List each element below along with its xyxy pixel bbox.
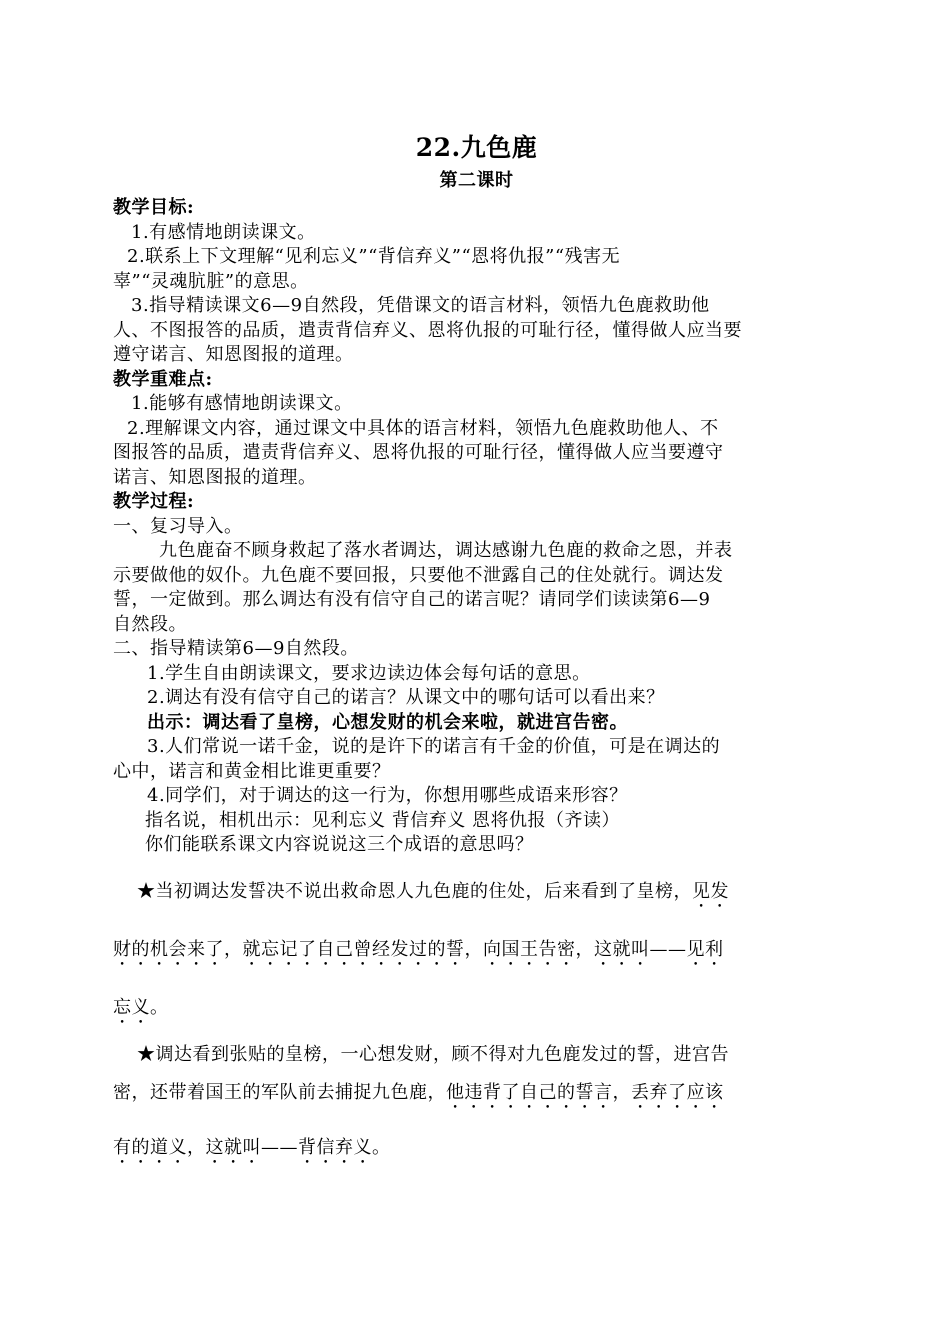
step-item: 4.同学们，对于调达的这一行为，你想用哪些成语来形容？ bbox=[147, 785, 628, 806]
emphasized-text: 他违背了自己的誓言，丢弃了应该 bbox=[446, 1081, 724, 1103]
explanation-text: ★调达看到张贴的皇榜，一心想发财，顾不得对九色鹿发过的誓，进宫告 bbox=[137, 1043, 729, 1065]
paragraph-line: 誓，一定做到。那么调达有没有信守自己的诺言呢？请同学们读读第6—9 bbox=[113, 589, 711, 610]
emphasized-text: 忘义。 bbox=[113, 996, 169, 1018]
goal-item: 3.指导精读课文6—9自然段，凭借课文的语言材料，领悟九色鹿救助他 bbox=[131, 295, 710, 316]
paragraph-line: 九色鹿奋不顾身救起了落水者调达，调达感谢九色鹿的救命之恩，并表 bbox=[159, 540, 733, 561]
explanation-paragraph bbox=[113, 1037, 840, 1073]
section-heading: 二、指导精读第6—9自然段。 bbox=[113, 638, 359, 659]
explanation-text: 密，还带着国王的军队前去捕捉九色鹿， bbox=[113, 1081, 446, 1103]
paragraph-line: 自然段。 bbox=[113, 613, 187, 635]
key-point-item: 1.能够有感情地朗读课文。 bbox=[131, 393, 353, 414]
goal-item: 辜”“灵魂肮脏”的意思。 bbox=[113, 270, 309, 292]
goals-heading: 教学目标: bbox=[113, 197, 195, 218]
page-subtitle: 第二课时 bbox=[439, 170, 514, 191]
step-item: 1.学生自由朗读课文，要求边读边体会每句话的意思。 bbox=[147, 662, 591, 684]
process-heading: 教学过程: bbox=[113, 491, 195, 512]
emphasized-text: ，这就叫——背信弃义。 bbox=[187, 1136, 391, 1158]
step-item: 心中，诺言和黄金相比谁更重要？ bbox=[113, 760, 391, 782]
section-heading: 一、复习导入。 bbox=[113, 515, 243, 537]
explanation-paragraph bbox=[113, 1113, 840, 1183]
page-title: 22.九色鹿 bbox=[415, 133, 538, 162]
show-sentence: 出示：调达看了皇榜，心想发财的机会来啦，就进宫告密。 bbox=[147, 711, 628, 733]
step-item: 3.人们常说一诺千金，说的是许下的诺言有千金的价值，可是在调达的 bbox=[147, 736, 721, 757]
explanation-paragraph bbox=[113, 921, 840, 979]
key-point-item: 图报答的品质，遣责背信弃义、恩将仇报的可耻行径，懂得做人应当要遵守 bbox=[113, 442, 724, 463]
explanation-block-2 bbox=[113, 1037, 840, 1183]
document-page bbox=[113, 130, 840, 1183]
explanation-paragraph bbox=[113, 979, 840, 1037]
explanation-text: ★当初调达发誓决不说出救命恩人九色鹿的住处，后来看到了皇榜， bbox=[137, 880, 692, 902]
paragraph-line: 示要做他的奴仆。九色鹿不要回报，只要他不泄露自己的住处就行。调达发 bbox=[113, 564, 724, 586]
emphasized-text: 有的道义 bbox=[113, 1136, 187, 1158]
explanation-paragraph bbox=[113, 863, 840, 921]
explanation-block-1 bbox=[113, 863, 840, 1037]
goal-item: 1.有感情地朗读课文。 bbox=[131, 221, 316, 243]
emphasized-text: 财的机会来了，就忘记了自己曾经发过的誓，向国王告密 bbox=[113, 938, 576, 960]
key-point-item: 2.理解课文内容，通过课文中具体的语言材料，领悟九色鹿救助他人、不 bbox=[127, 417, 719, 439]
step-item: 2.调达有没有信守自己的诺言？从课文中的哪句话可以看出来？ bbox=[147, 687, 665, 708]
explanation-paragraph bbox=[113, 1073, 840, 1113]
key-point-item: 诺言、知恩图报的道理。 bbox=[113, 466, 317, 488]
ask-line: 你们能联系课文内容说说这三个成语的意思吗？ bbox=[145, 834, 534, 855]
emphasized-text: ，这就叫——见利 bbox=[575, 938, 724, 960]
goal-item: 遵守诺言、知恩图报的道理。 bbox=[113, 344, 354, 365]
call-line: 指名说，相机出示：见利忘义 背信弃义 恩将仇报（齐读） bbox=[145, 809, 620, 831]
key-points-heading: 教学重难点: bbox=[113, 368, 213, 390]
goal-item: 人、不图报答的品质，遣责背信弃义、恩将仇报的可耻行径，懂得做人应当要 bbox=[113, 319, 742, 341]
goal-item: 2.联系上下文理解“见利忘义”“背信弃义”“恩将仇报”“残害无 bbox=[127, 246, 621, 267]
emphasized-text: 见发 bbox=[692, 880, 729, 902]
